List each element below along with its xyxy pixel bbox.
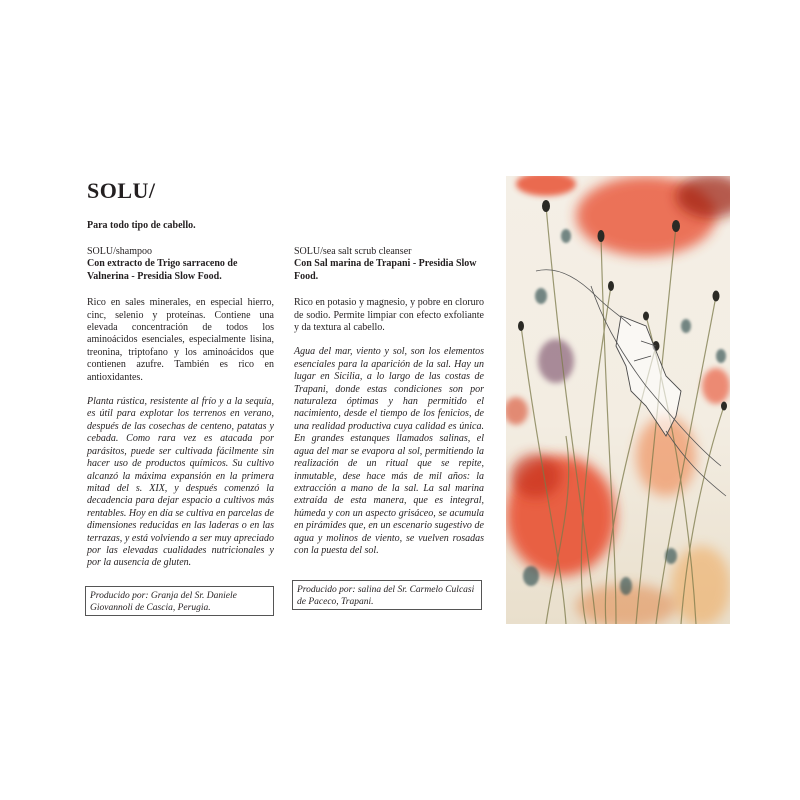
producer-box-shampoo: Producido por: Granja del Sr. Daniele Giovannoli de Cascia, Perugia. (85, 586, 274, 616)
product-story: Planta rústica, resistente al frío y a la sequía, es útil para explotar los terrenos en verano, después de las cosechas de centeno, patatas y cebada. Como rara vez es atacada por parásitos, puede ser cultivada fácilmente sin hacer uso de productos químicos. Su cultivo alcanzó la máxima expansión en la primera mitad del s. XIX, y después comenzó la decadencia para dejar espacio a cultivos más rentables. Hoy en día se cultiva en parcelas de dimensiones reducidas en las laderas o en las terrazas, y está volviendo a ser muy apreciado por las elevadas cualidades nutricionales y por la ausencia de gluten. (87, 396, 274, 569)
product-name: SOLU/sea salt scrub cleanser (294, 246, 412, 257)
product-column-scrub (294, 246, 484, 557)
product-description: Rico en sales minerales, en especial hierro, cinc, selenio y proteínas. Contiene una elevada concentración de todos los aminoácidos esenciales, especialmente lisina, treonina, triptofano y los aminoácidos que contienen azufre. También es rico en antioxidantes. (87, 297, 274, 383)
page-subtitle: Para todo tipo de cabello. (87, 220, 196, 231)
product-ingredient-line: Con Sal marina de Trapani - Presidia Slow Food. (294, 258, 477, 282)
product-description: Rico en potasio y magnesio, y pobre en cloruro de sodio. Permite limpiar con efecto exfoliante y da textura al cabello. (294, 297, 484, 334)
product-ingredient-line: Con extracto de Trigo sarraceno de Valnerina - Presidia Slow Food. (87, 258, 238, 282)
product-column-shampoo (87, 246, 274, 570)
product-story: Agua del mar, viento y sol, son los elementos esenciales para la aparición de la sal. Hay un lugar en Sicilia, a lo largo de las costas de Trapani, donde estas condiciones son por naturaleza óptimas y han permitido el nacimiento, desde el tiempo de los fenicios, de una realidad productiva cuya calidad es única. En grandes estanques llamados salinas, el agua del mar se evapora al sol, permitiendo la realización de un ritual que se repite, inmutable, dese hace más de mil años: la extracción a mano de la sal. La sal marina extraída de esta manera, que es integral, húmeda y con un aspecto grisáceo, se acumula en pirámides que, en un escenario sugestivo de agua y molinos de viento, se vuelven rosadas con la puesta del sol. (294, 346, 484, 556)
producer-box-scrub: Producido por: salina del Sr. Carmelo Culcasi de Paceco, Trapani. (292, 580, 482, 610)
poppy-field-photo (506, 176, 730, 624)
page-title: SOLU/ (87, 178, 156, 203)
product-name: SOLU/shampoo (87, 246, 152, 257)
